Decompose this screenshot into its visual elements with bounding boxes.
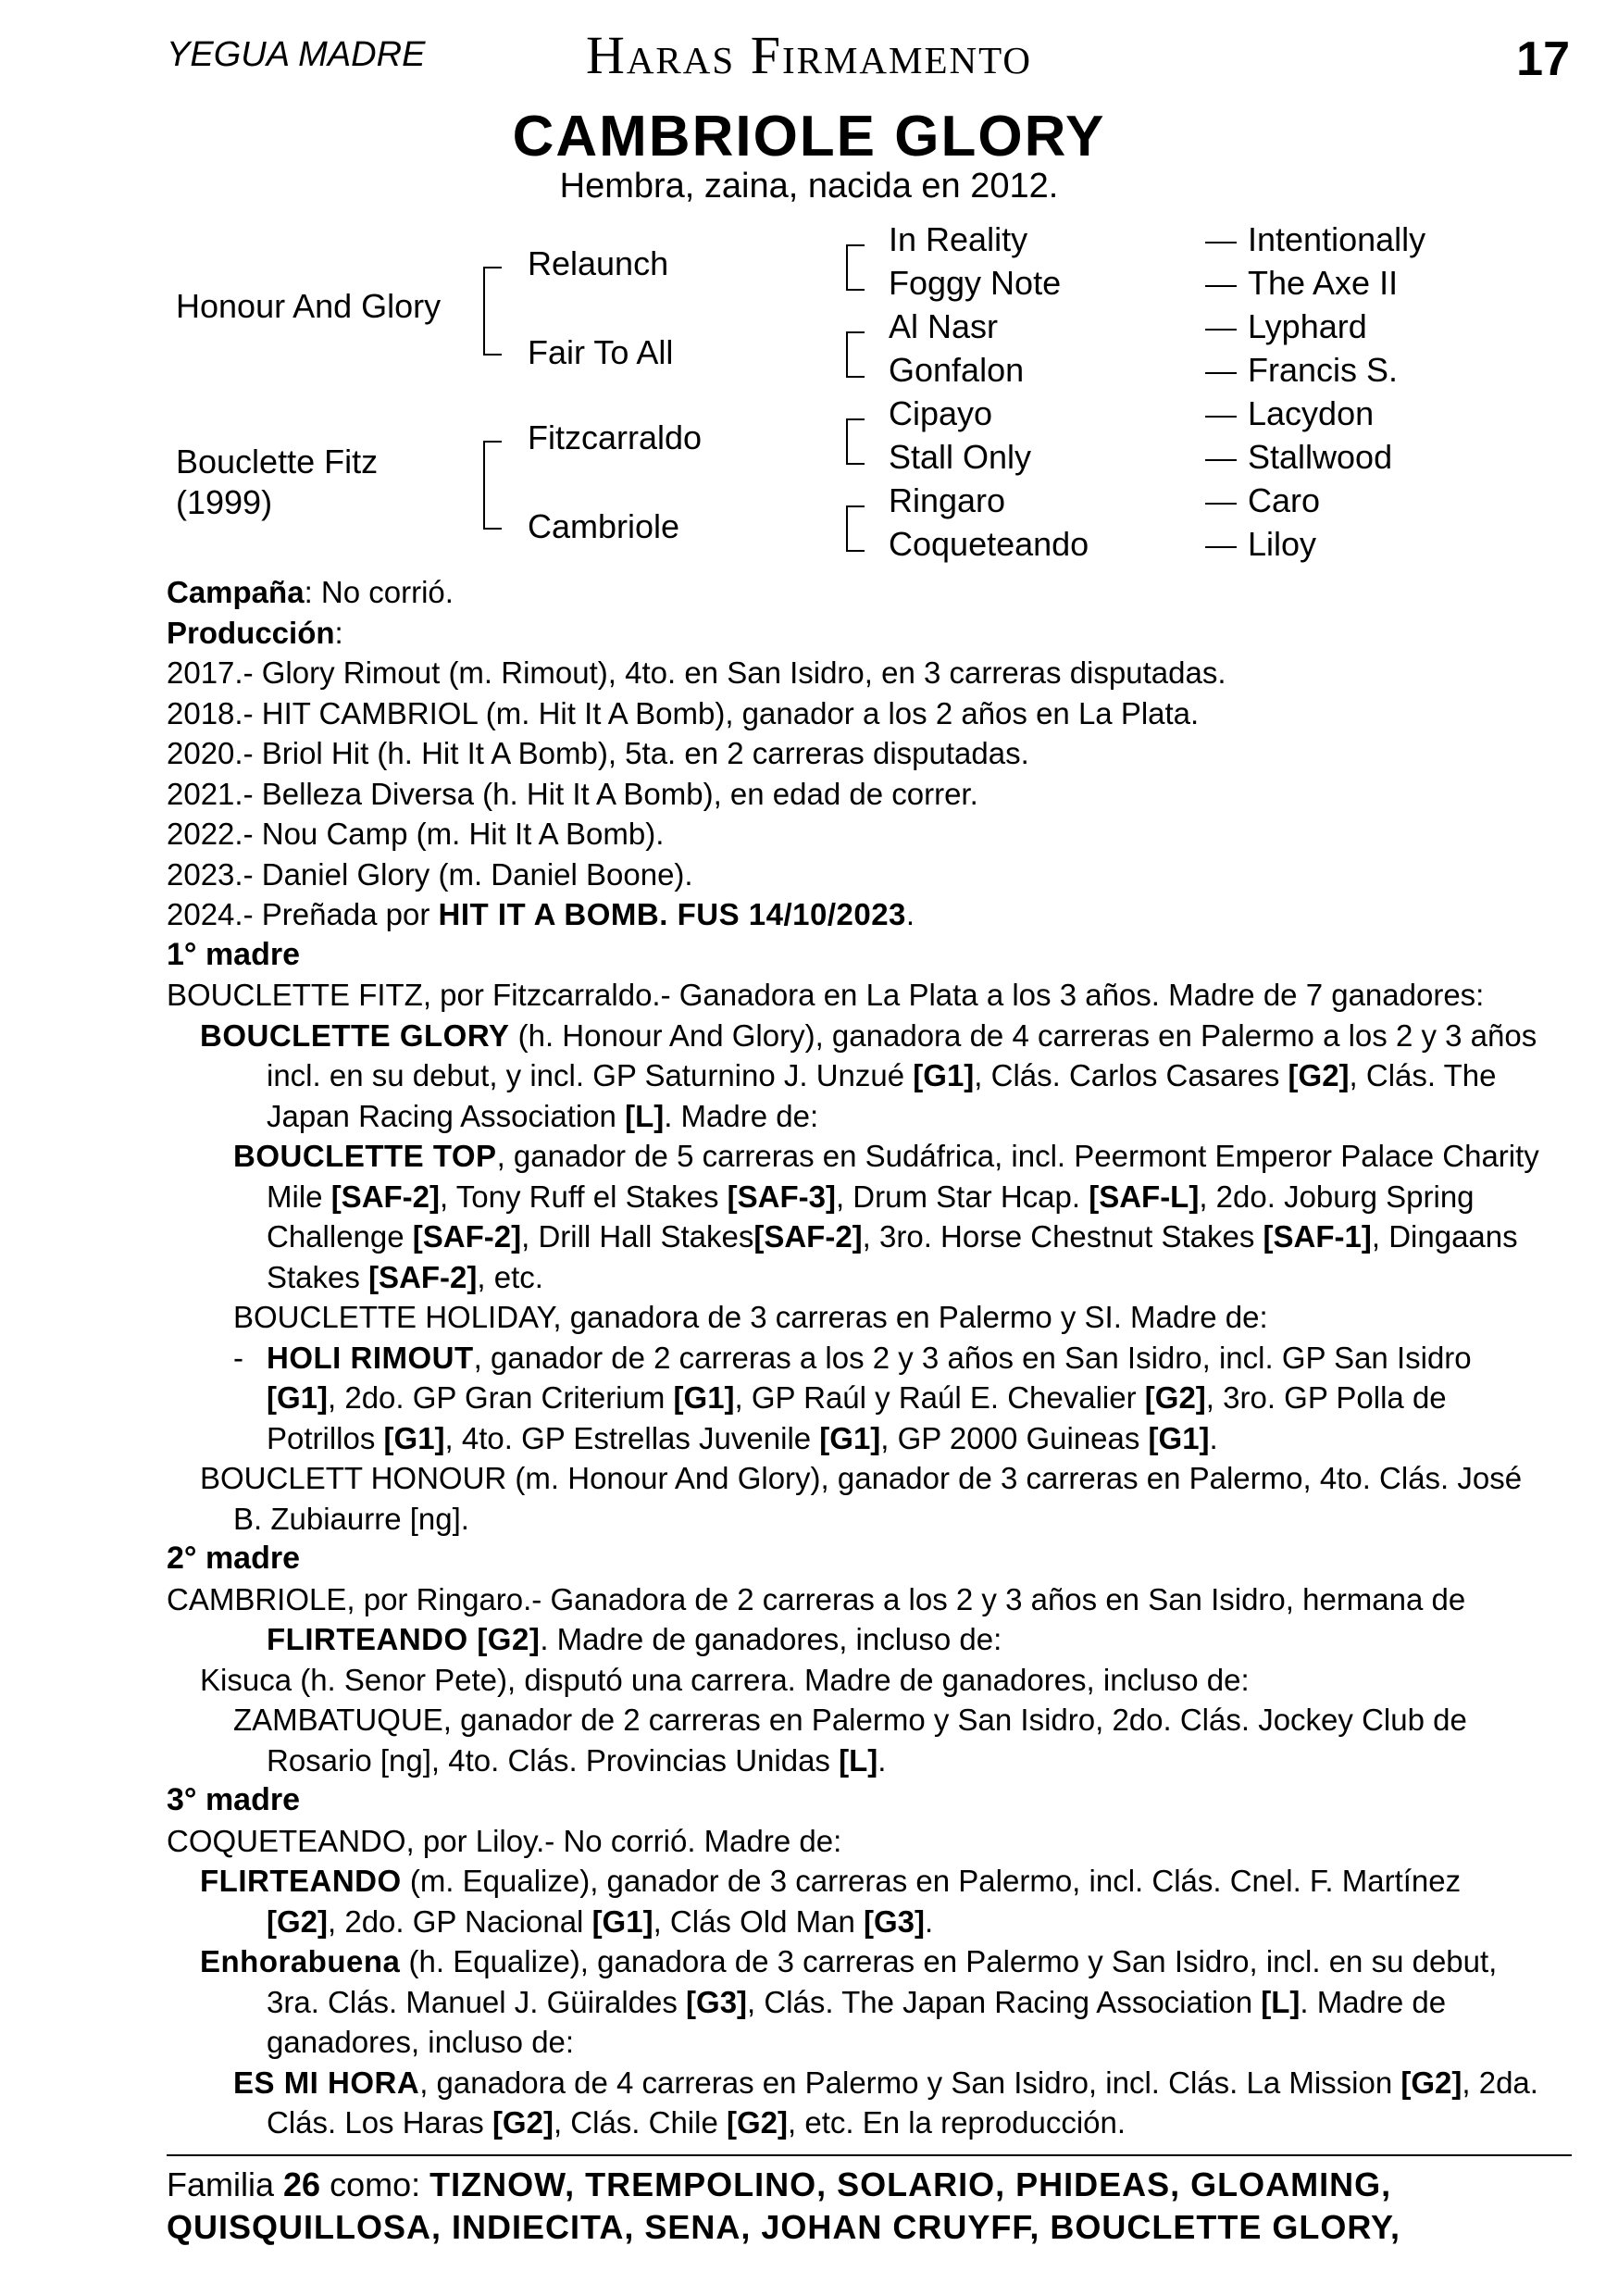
descendant-name: HOLI RIMOUT — [267, 1340, 474, 1375]
descendant-line — [167, 1378, 1583, 1418]
pedigree-gen2: Cambriole — [528, 507, 680, 545]
horse-name: CAMBRIOLE GLORY — [512, 105, 1106, 168]
descendant-text: , etc. — [477, 1259, 543, 1294]
descendant-text: , 2do. GP Gran Criterium — [328, 1380, 674, 1415]
pedigree-gen4: Caro — [1248, 481, 1321, 519]
family-section — [167, 2164, 1572, 2249]
campana-label: Campaña — [167, 575, 305, 609]
descendant-text: Japan Racing Association — [267, 1098, 626, 1133]
descendant-line — [167, 2063, 1583, 2103]
race-grade: [G2] — [492, 2105, 554, 2140]
descendant-text: , ganadora de 4 carreras en Palermo y San Isidro, incl. Clás. La Mission — [419, 2065, 1401, 2100]
pedigree-bracket — [483, 267, 502, 356]
production-text: 2024.- Preñada por — [167, 897, 439, 931]
list-dash: - — [233, 1340, 243, 1375]
descendant-text: , Tony Ruff el Stakes — [440, 1179, 728, 1214]
descendant-text: , Drum Star Hcap. — [835, 1179, 1089, 1214]
pedigree-bracket — [846, 418, 865, 465]
pedigree-gen4: Francis S. — [1248, 351, 1399, 389]
descendant-name: Enhorabuena — [200, 1944, 401, 1978]
pedigree-dam-year: (1999) — [176, 483, 273, 521]
pedigree-sire: Honour And Glory — [176, 287, 442, 325]
pedigree-gen2: Relaunch — [528, 244, 669, 282]
produccion-colon: : — [334, 615, 343, 650]
descendant-line — [167, 1136, 1583, 1177]
race-grade: [G1] — [267, 1380, 328, 1415]
descendant-text: , Clás. The — [1349, 1058, 1497, 1092]
race-grade: [G1] — [383, 1420, 445, 1455]
race-grade: [G3] — [863, 1903, 925, 1939]
descendant-text: Challenge — [267, 1219, 413, 1254]
family-number: 26 — [283, 2165, 321, 2203]
horse-description: Hembra, zaina, nacida en 2012. — [559, 167, 1059, 206]
race-grade: [SAF-3] — [727, 1179, 836, 1214]
pedigree-gen3: Foggy Note — [889, 264, 1062, 302]
descendant-text: , 2do. Joburg Spring — [1199, 1179, 1475, 1214]
pedigree-gen3: In Reality — [889, 220, 1028, 258]
pedigree-dam: Bouclette Fitz — [176, 443, 379, 480]
descendant-text: , Clás. The Japan Racing Association — [747, 1984, 1262, 2019]
descendant-line — [167, 1338, 1583, 1379]
pedigree-bracket — [846, 331, 865, 378]
descendant-name: FLIRTEANDO [G2] — [267, 1622, 541, 1656]
descendant-text: Clás. Los Haras — [267, 2105, 492, 2140]
descendant-text: Potrillos — [267, 1420, 384, 1455]
pedigree-dash — [1205, 546, 1237, 548]
pedigree-body — [167, 572, 1583, 2143]
pedigree-bracket — [846, 505, 865, 552]
pedigree-dash — [1205, 503, 1237, 505]
descendant-text: . Madre de — [1300, 1984, 1447, 2019]
descendant-text: incl. en su debut, y incl. GP Saturnino J. Unzué — [267, 1058, 914, 1092]
race-grade: [G1] — [913, 1058, 975, 1092]
produccion-line — [167, 613, 1583, 654]
descendant-text: , Clás. Carlos Casares — [974, 1058, 1288, 1092]
family-como: como: — [320, 2165, 430, 2203]
pedigree-bracket — [846, 244, 865, 291]
pedigree-gen2: Fair To All — [528, 333, 674, 371]
descendant-text: , 3ro. GP Polla de — [1205, 1380, 1447, 1415]
descendant-text: (m. Equalize), ganador de 3 carreras en Palermo, incl. Clás. Cnel. F. Martínez — [401, 1864, 1462, 1898]
pedigree-gen4: Intentionally — [1248, 220, 1426, 258]
produccion-label: Producción — [167, 615, 335, 650]
race-grade: [G1] — [673, 1380, 735, 1415]
first-dam-line: BOUCLETTE FITZ, por Fitzcarraldo.- Ganadora en La Plata a los 3 años. Madre de 7 ganadores: — [167, 978, 1485, 1012]
pedigree-dash — [1205, 285, 1237, 287]
family-names: TIZNOW, TREMPOLINO, SOLARIO, PHIDEAS, GLOAMING, — [429, 2165, 1392, 2203]
descendant-line — [167, 1257, 1583, 1298]
race-grade: [G1] — [819, 1420, 881, 1455]
descendant-line — [167, 1902, 1583, 1942]
race-grade: [G3] — [686, 1984, 748, 2019]
race-grade: [SAF-2] — [330, 1179, 441, 1214]
descendant-line: ZAMBATUQUE, ganador de 2 carreras en Palermo y San Isidro, 2do. Clás. Jockey Club de — [233, 1703, 1467, 1737]
race-grade: [G2] — [1400, 2065, 1462, 2100]
pedigree-gen3: Ringaro — [889, 481, 1006, 519]
production-highlight: HIT IT A BOMB. FUS 14/10/2023 — [438, 897, 906, 931]
production-entry: 2021.- Belleza Diversa (h. Hit It A Bomb), en edad de correr. — [167, 776, 978, 811]
descendant-text: . — [877, 1742, 887, 1778]
descendant-text: , Drill Hall Stakes — [521, 1219, 754, 1254]
pedigree-gen4: Lyphard — [1248, 307, 1367, 345]
descendant-text: , GP 2000 Guineas — [880, 1420, 1149, 1455]
pedigree-gen4: The Axe II — [1248, 264, 1399, 302]
descendant-text: . — [924, 1903, 934, 1939]
descendant-line — [167, 1177, 1583, 1217]
descendant-text: . Madre de: — [664, 1098, 819, 1133]
production-entry: 2022.- Nou Camp (m. Hit It A Bomb). — [167, 817, 665, 851]
production-text: . — [905, 897, 915, 931]
family-prefix: Familia — [167, 2165, 284, 2203]
production-entry — [167, 894, 1583, 935]
page-number: 17 — [1516, 32, 1570, 86]
pedigree-dash — [1205, 459, 1237, 461]
descendant-text: , Clás Old Man — [653, 1903, 864, 1939]
descendant-line: Kisuca (h. Senor Pete), disputó una carrera. Madre de ganadores, incluso de: — [200, 1662, 1250, 1697]
race-grade: [L] — [1261, 1984, 1301, 2019]
descendant-text: , etc. En la reproducción. — [788, 2105, 1126, 2140]
descendant-line — [167, 1217, 1583, 1257]
production-entry: 2023.- Daniel Glory (m. Daniel Boone). — [167, 856, 693, 892]
descendant-text: . — [1209, 1420, 1218, 1455]
descendant-name: ES MI HORA — [233, 2065, 420, 2100]
header-label: YEGUA MADRE — [167, 35, 426, 74]
descendant-line: ganadores, incluso de: — [267, 2025, 575, 2059]
descendant-line: BOUCLETTE HOLIDAY, ganadora de 3 carreras en Palermo y SI. Madre de: — [233, 1300, 1268, 1334]
descendant-name: BOUCLETTE GLORY — [200, 1017, 510, 1053]
descendant-text: . Madre de ganadores, incluso de: — [540, 1622, 1002, 1656]
pedigree-gen3: Stall Only — [889, 438, 1032, 476]
pedigree-dash — [1205, 329, 1237, 331]
descendant-text: , Dingaans — [1371, 1219, 1518, 1254]
first-dam-heading: 1° madre — [167, 936, 301, 972]
descendant-text: Stakes — [267, 1259, 369, 1294]
descendant-line: B. Zubiaurre [ng]. — [233, 1501, 469, 1536]
descendant-text: , 2da. — [1462, 2065, 1538, 2100]
production-entry: 2020.- Briol Hit (h. Hit It A Bomb), 5ta. en 2 carreras disputadas. — [167, 736, 1029, 770]
descendant-text: , GP Raúl y Raúl E. Chevalier — [734, 1380, 1145, 1415]
descendant-text: Mile — [267, 1179, 331, 1214]
descendant-line — [167, 1982, 1583, 2023]
race-grade: [L] — [839, 1742, 878, 1778]
descendant-text: Rosario [ng], 4to. Clás. Provincias Unidas — [267, 1742, 840, 1778]
descendant-text: , 2do. GP Nacional — [328, 1903, 592, 1939]
race-grade: [G2] — [267, 1903, 328, 1939]
second-dam-line: CAMBRIOLE, por Ringaro.- Ganadora de 2 carreras a los 2 y 3 años en San Isidro, hermana de — [167, 1581, 1466, 1616]
descendant-text: (h. Equalize), ganadora de 3 carreras en Palermo y San Isidro, incl. en su debut, — [400, 1944, 1498, 1978]
pedigree-bracket — [483, 441, 502, 530]
divider — [167, 2154, 1572, 2156]
pedigree-gen3: Al Nasr — [889, 307, 999, 345]
pedigree-dash — [1205, 372, 1237, 374]
descendant-text: 3ra. Clás. Manuel J. Güiraldes — [267, 1984, 687, 2019]
race-grade: [SAF-L] — [1089, 1179, 1200, 1214]
family-line — [167, 2164, 1572, 2206]
descendant-text: , ganador de 2 carreras a los 2 y 3 años en San Isidro, incl. GP San Isidro — [473, 1340, 1472, 1375]
descendant-line — [167, 1016, 1583, 1056]
third-dam-heading: 3° madre — [167, 1782, 301, 1817]
third-dam-line: COQUETEANDO, por Liloy.- No corrió. Madre de: — [167, 1823, 842, 1858]
campana-value: : No corrió. — [304, 575, 454, 609]
pedigree-gen3: Cipayo — [889, 394, 993, 432]
family-names: QUISQUILLOSA, INDIECITA, SENA, JOHAN CRUYFF, BOUCLETTE GLORY, — [167, 2208, 1401, 2246]
pedigree-gen4: Lacydon — [1248, 394, 1375, 432]
production-entry: 2018.- HIT CAMBRIOL (m. Hit It A Bomb), ganador a los 2 años en La Plata. — [167, 695, 1200, 730]
race-grade: [G1] — [1148, 1420, 1210, 1455]
pedigree-gen4: Liloy — [1248, 525, 1317, 563]
race-grade: [G2] — [1288, 1058, 1350, 1092]
race-grade: [SAF-2] — [753, 1219, 863, 1254]
descendant-line — [167, 1741, 1583, 1781]
race-grade: [SAF-2] — [412, 1219, 522, 1254]
race-grade: [G2] — [727, 2105, 788, 2140]
pedigree-dash — [1205, 416, 1237, 418]
descendant-text: (h. Honour And Glory), ganadora de 4 carreras en Palermo a los 2 y 3 años — [509, 1017, 1537, 1053]
pedigree-dash — [1205, 242, 1237, 243]
second-dam-line — [167, 1619, 1583, 1660]
descendant-line — [167, 1055, 1583, 1096]
production-entry: 2017.- Glory Rimout (m. Rimout), 4to. en San Isidro, en 3 carreras disputadas. — [167, 655, 1226, 690]
descendant-line — [167, 1418, 1583, 1459]
race-grade: [SAF-2] — [368, 1259, 478, 1294]
pedigree-gen2: Fitzcarraldo — [528, 418, 703, 456]
second-dam-heading: 2° madre — [167, 1541, 301, 1576]
race-grade: [L] — [625, 1098, 665, 1133]
descendant-line — [167, 1941, 1583, 1982]
pedigree-gen3: Gonfalon — [889, 351, 1025, 389]
descendant-text: , Clás. Chile — [553, 2105, 727, 2140]
descendant-text: , 3ro. Horse Chestnut Stakes — [862, 1219, 1263, 1254]
descendant-line — [167, 2103, 1583, 2143]
descendant-line: BOUCLETT HONOUR (m. Honour And Glory), ganador de 3 carreras en Palermo, 4to. Clás. José — [200, 1461, 1523, 1495]
page-title: Haras Firmamento — [585, 25, 1033, 85]
descendant-line — [167, 1096, 1583, 1137]
pedigree-gen4: Stallwood — [1248, 438, 1393, 476]
race-grade: [G1] — [591, 1903, 653, 1939]
campana-line — [167, 572, 1583, 613]
race-grade: [G2] — [1144, 1380, 1206, 1415]
descendant-text: , ganador de 5 carreras en Sudáfrica, incl. Peermont Emperor Palace Charity — [496, 1139, 1539, 1173]
descendant-text: , 4to. GP Estrellas Juvenile — [444, 1420, 820, 1455]
descendant-line — [167, 1861, 1583, 1902]
descendant-name: FLIRTEANDO — [200, 1864, 402, 1898]
pedigree-gen3: Coqueteando — [889, 525, 1089, 563]
descendant-name: BOUCLETTE TOP — [233, 1139, 497, 1173]
race-grade: [SAF-1] — [1263, 1219, 1372, 1254]
